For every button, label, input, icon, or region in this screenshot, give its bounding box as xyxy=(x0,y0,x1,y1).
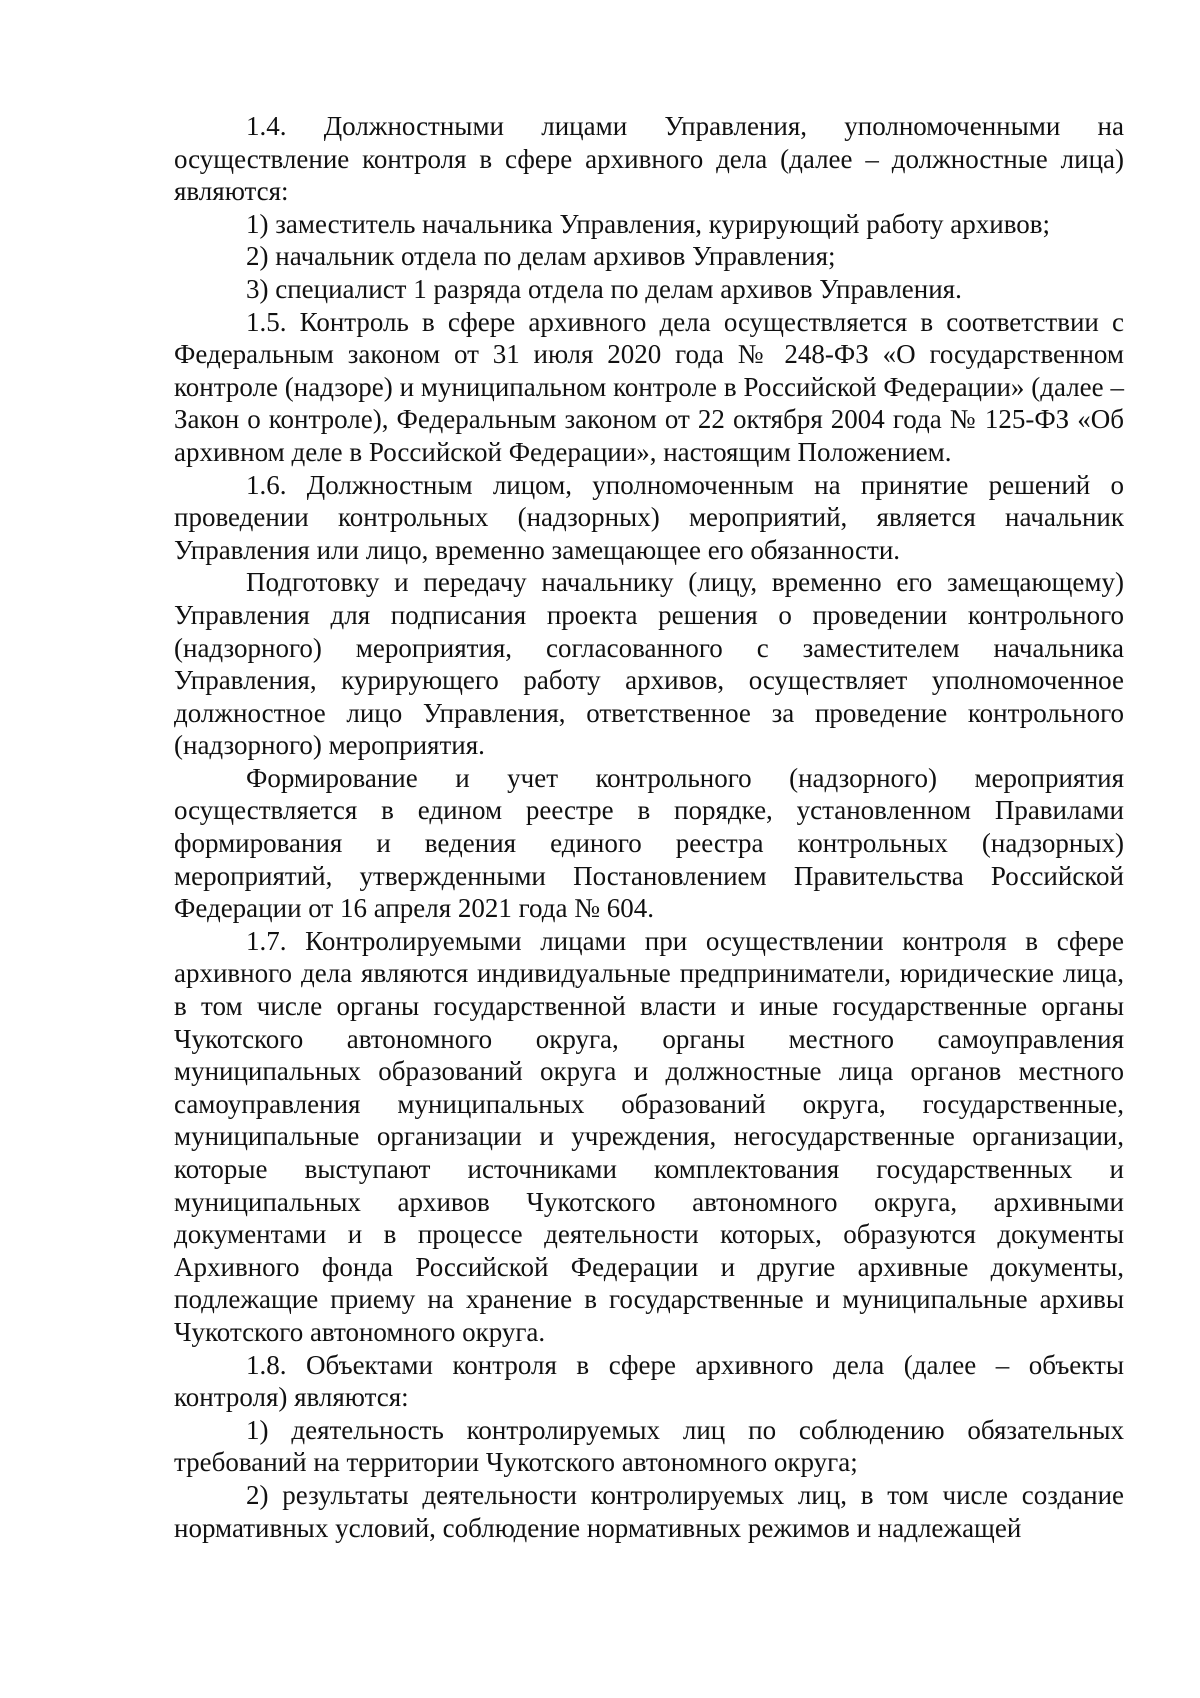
paragraph-1-7: 1.7. Контролируемыми лицами при осуществлении контроля в сфере архивного дела являются индивидуальные предприниматели, юридические лица, в том числе органы государственной власти и иные государственные органы Чукотского автономного округа, органы местного самоуправления муниципальных образований округа и должностные лица органов местного самоуправления муниципальных образований округа, государственные, муниципальные организации и учреждения, негосударственные организации, которые выступают источниками комплектования государственных и муниципальных архивов Чукотского автономного округа, архивными документами и в процессе деятельности которых, образуются документы Архивного фонда Российской Федерации и другие архивные документы, подлежащие приему на хранение в государственные и муниципальные архивы Чукотского автономного округа. xyxy=(174,925,1124,1347)
list-item-deputy-head: 1) заместитель начальника Управления, курирующий работу архивов; xyxy=(246,208,1051,239)
paragraph-1-5: 1.5. Контроль в сфере архивного дела осуществляется в соответствии с Федеральным законом от 31 июля 2020 года № 248-ФЗ «О государственном контроле (надзоре) и муниципальном контроле в Российской Федерации» (далее – Закон о контроле), Федеральным законом от 22 октября 2004 года № 125-ФЗ «Об архивном деле в Российской Федерации», настоящим Положением. xyxy=(174,306,1124,467)
list-item-specialist: 3) специалист 1 разряда отдела по делам архивов Управления. xyxy=(246,273,962,304)
paragraph-1-4: 1.4. Должностными лицами Управления, уполномоченными на осуществление контроля в сфере архивного дела (далее – должностные лица) являются: xyxy=(174,111,1124,207)
list-item-activity: 1) деятельность контролируемых лиц по соблюдению обязательных требований на территории Чукотского автономного округа; xyxy=(174,1414,1124,1478)
document-page xyxy=(174,110,1124,1544)
list-item-results: 2) результаты деятельности контролируемых лиц, в том числе создание нормативных условий, соблюдение нормативных режимов и надлежащей xyxy=(174,1479,1124,1543)
paragraph-preparation: Подготовку и передачу начальнику (лицу, временно его замещающему) Управления для подписания проекта решения о проведении контрольного (надзорного) мероприятия, согласованного с заместителем начальника Управления, курирующего работу архивов, осуществляет уполномоченное должностное лицо Управления, ответственное за проведение контрольного (надзорного) мероприятия. xyxy=(174,567,1124,761)
paragraph-1-8: 1.8. Объектами контроля в сфере архивного дела (далее – объекты контроля) являются: xyxy=(174,1349,1124,1413)
paragraph-1-6: 1.6. Должностным лицом, уполномоченным на принятие решений о проведении контрольных (надзорных) мероприятий, является начальник Управления или лицо, временно замещающее его обязанности. xyxy=(174,469,1124,565)
list-item-department-head: 2) начальник отдела по делам архивов Управления; xyxy=(246,241,836,272)
paragraph-registry: Формирование и учет контрольного (надзорного) мероприятия осуществляется в едином реестре в порядке, установленном Правилами формирования и ведения единого реестра контрольных (надзорных) мероприятий, утвержденными Постановлением Правительства Российской Федерации от 16 апреля 2021 года № 604. xyxy=(174,762,1124,924)
